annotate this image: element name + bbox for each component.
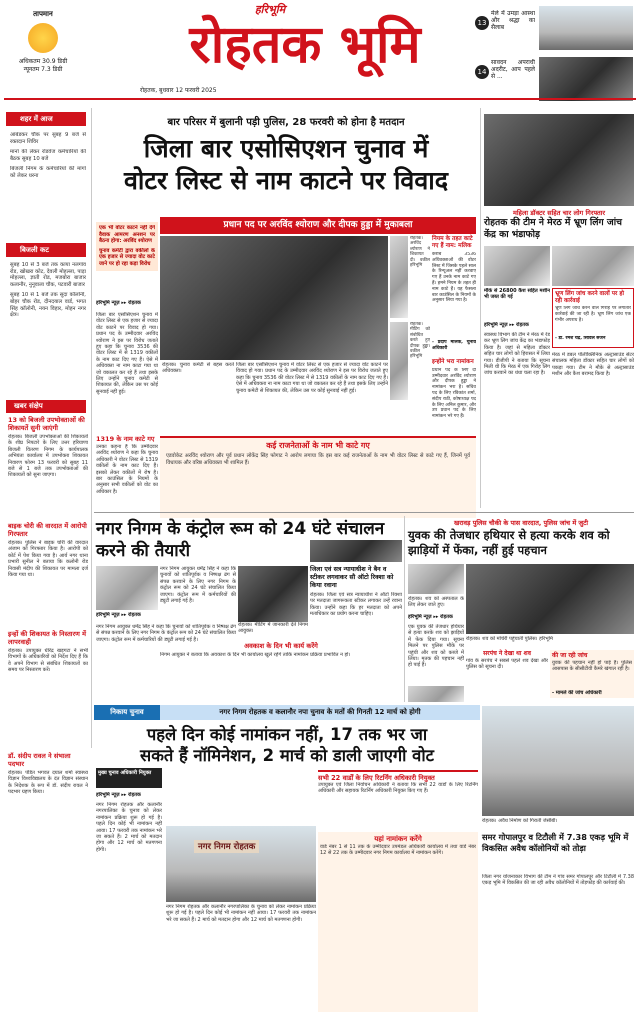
nomination-venue-box [318, 832, 478, 1012]
photo-caption: रोहतक। मीटिंग में जानकारी देते निगम आयुक्त। [238, 622, 308, 635]
demolition-body: जिला नगर योजनाकार विभाग की टीम ने गांव समर गोपालपुर और टिटौली में 7.38 एकड़ भूमि में विकसित की जा रही अवैध कॉलोनियों में तोड़फोड़ की कार्रवाई की। [482, 874, 634, 887]
nigam-building-photo [166, 826, 316, 902]
candidate-caption: रोहतक। मीटिंग को संबोधित करते हुए दीपक हुड्डा। वकील हरिभूमि [410, 322, 430, 360]
election-headline-line1: पहले दिन कोई नामांकन नहीं, 17 तक भर जा [146, 725, 428, 744]
demolition-photo [482, 706, 634, 816]
lead-headline-line2: वोटर लिस्ट से नाम काटने पर विवाद [124, 166, 448, 195]
list-item: बिजली निगम के कर्मचारियों की मांगों को लेकर धरना [10, 166, 86, 179]
promo-photo [539, 6, 633, 50]
column-divider [404, 516, 405, 702]
temp-max: अधिकतम 30.9 डिग्री [18, 58, 68, 65]
box-title: सभी 22 वार्डों के लिए रिटर्निंग अधिकारी नियुक्त [318, 774, 435, 782]
raid-kicker: महिला डॉक्टर सहित चार लोग गिरफ्तार [512, 209, 606, 217]
sun-icon [28, 23, 58, 53]
dateline: रोहतक, बुधवार 12 फरवरी 2025 [140, 87, 217, 94]
box-body: भ्रूण लिंग जांच करने वाले गिरोह पर लगातार कार्रवाई की जा रही है। भ्रूण लिंग जांच एक गंभीर अपराध है। [555, 306, 631, 323]
demolition-headline: समर गोपालपुर व टिटौली में 7.38 एकड़ भूमि में विकसित अवैध कॉलोनियों को तोड़ा [482, 832, 629, 853]
raid-photo-small [552, 246, 634, 286]
chief-officer-badge [96, 768, 162, 788]
crime-kicker: खरावड़ पुलिस चौकी के पास वारदात, पुलिस जांच में जुटी [454, 519, 588, 527]
column-divider [91, 108, 92, 748]
side-story-title: जिला एवं सत्र न्यायाधीश ने बैन व स्टीकर लगवाकर सौ ऑटो रिक्शा को किया रवाना [310, 566, 394, 589]
counting-band: नगर निगम रोहतक व कलानौर नपा चुनाव के मतों की गिनती 12 मार्च को होगी [160, 705, 480, 720]
brief-headline: इन्हों की शिकायत के निस्तारण में लापरवाही [8, 630, 86, 646]
candidate-caption: रोहतक। अरविंद श्योराण ने शिकायत दी। वकील हरिभूमि [410, 236, 430, 269]
brief-body: रोहतक। उपायुक्त धीरेंद्र खड़गटा ने सभी विभागों के अधिकारियों को निर्देश दिए हैं कि वे अपने विभाग से संबंधित शिकायतों का समय पर निस्तारण करें। [8, 648, 88, 674]
side-story-body: निगम आयुक्त ने बताया कि अवकाश के दिन भी कार्यालय खुले रहेंगे ताकि नामांकन प्रक्रिया प्रभावित न हो। [160, 652, 351, 658]
control-room-body: नगर निगम आयुक्त धर्मेंद्र सिंह ने कहा कि चुनावों को शांतिपूर्वक व निष्पक्ष ढंग से संपन्न करवाने के लिए नगर निगम के कंट्रोल रूम को 24 घंटे संचालित किया जाएगा। कंट्रोल रूम में कर्मचारियों की ड्यूटी लगाई गई है। [160, 566, 236, 605]
box-body: प्रधान पद के लिए दो उम्मीदवार अरविंद श्योराण और दीपक हुड्डा ने नामांकन भरा है। सचिव पद के लिए रविकांत शर्मा, संदीप राठी, कोषाध्यक्ष पद के लिए अनिल कुमार, और उप प्रधान पद के लिए नामांकन भरे गए हैं। [432, 367, 476, 420]
crime-photo-small [408, 564, 464, 594]
crime-body: एक युवक की तेजधार हथियार से हत्या करके शव को झाड़ियों में फेंक दिया गया। सूचना मिलने पर पुलिस मौके पर पहुंची और शव को कब्जे में लिया। मृतक की पहचान नहीं हो पाई है। [408, 624, 464, 669]
raid-photo [484, 114, 634, 206]
raid-photo-small [484, 246, 550, 286]
byline: हरिभूमि न्यूज़ ▸▸ रोहतक [96, 300, 141, 306]
side-story-body: रोहतक। जिला एवं सत्र न्यायाधीश ने ऑटो रिक्शा पर मतदाता जागरूकता स्टीकर लगाकर उन्हें रवाना किया। उन्होंने कहा कि हर मतदाता को अपने मताधिकार का प्रयोग करना चाहिए। [310, 592, 402, 618]
box-title: इन्होंने भरा नामांकन [432, 358, 474, 365]
building-sign: नगर निगम रोहतक [194, 840, 259, 853]
temperature-label: तापमान [33, 10, 53, 18]
box-body: गांव के सरपंच ने सबसे पहले शव देखा और पुलिस को सूचना दी। [466, 658, 548, 671]
lead-subheading: 1319 के नाम काटे गए [96, 435, 155, 443]
photo-caption: रोहतक। अवैध निर्माण को गिराती जेसीबी। [482, 818, 558, 824]
highlight-item: एक भी वोटर काटने नहीं देंगे वैवाक आमरण अनशन पर बैठना होगा: अरविंद श्योराण [99, 225, 155, 245]
raid-caption: मौके से 26800 कैश सहित मशीन भी जब्त की गई [484, 288, 550, 301]
byline: हरिभूमि न्यूज़ ▸▸ रोहतक [408, 614, 453, 620]
masthead-title: रोहतक भूमि [189, 15, 421, 75]
photo-caption: रोहतक। चुनाव कमेटी से बहस करते अधिवक्ता। [162, 362, 234, 375]
promo-text: मेले में उमड़ा आस्था और श्रद्धा का सैलाब [491, 10, 535, 31]
election-officer-box [432, 236, 476, 434]
box-body: उपायुक्त एवं जिला निर्वाचन अधिकारी ने बताया कि सभी 22 वार्डों के लिए रिटर्निंग अधिकारी और सहायक रिटर्निंग अधिकारी नियुक्त किए गए हैं। [318, 782, 478, 795]
box-title: यहां नामांकन करेंगे [374, 835, 422, 843]
promo-page-number: 14 [475, 65, 489, 79]
promo-page-number: 13 [475, 16, 489, 30]
brief-body: रोहतक। बिजली उपभोक्ताओं की शिकायतों के शीघ्र निपटारे के लिए उत्तर हरियाणा बिजली वितरण निगम के कार्यपालक अभियंता कार्यालय में उपभोक्ता शिकायत निवारण फोरम 13 फरवरी को सुबह 11 बजे से 1 बजे तक उपभोक्ताओं की शिकायतों को सुना जाएगा। [8, 434, 88, 479]
election-label: निकाय चुनाव [94, 705, 160, 720]
byline: हरिभूमि न्यूज़ ▸▸ रोहतक [96, 792, 141, 798]
today-section-title [6, 112, 86, 126]
note-title: कई राजनेताओं के नाम भी काटे गए [266, 441, 370, 450]
holiday-story [160, 642, 402, 704]
promo-2[interactable] [475, 55, 635, 103]
lead-body: जिला बार एसोसिएशन चुनाव में वोटर लिस्ट से एक हजार से ज्यादा वोट काटने पर विवाद हो गया। प्रधान पद के उम्मीदवार अरविंद श्योराण ने इस पर विरोध जताते हुए कहा कि चुनाव 3536 की वोटर लिस्ट में से 1319 वकीलों के नाम काट दिए गए हैं। ऐसे में अधिवक्ता ना नाम काटा गया था जो वकालत कर रहे हैं तथा इसके लिए उन्होंने चुनाव कमेटी से शिकायत की, लेकिन उस पर कोई सुनवाई नहीं हुई। [96, 312, 158, 395]
box-title: की जा रही जांच [552, 652, 588, 659]
candidate-photo [390, 236, 408, 318]
control-room-headline: नगर निगम के कंट्रोल रूम को 24 घंटे संचालन करने की तैयारी [96, 519, 385, 561]
photo-caption: रोहतक। शव को अस्पताल के लिए लेकर जाते हुए। [408, 596, 464, 609]
brief-headline: 13 को बिजली उपभोक्ताओं की शिकायतें सुनी जाएंगी [8, 416, 85, 432]
brief-body: रोहतक। पंडित भगवत दयाल शर्मा स्वास्थ्य विज्ञान विश्वविद्यालय के दंत विज्ञान संस्थान के निदेशक के रूप में डॉ. संदीप रावल ने पदभार ग्रहण किया। [8, 770, 88, 796]
power-cut-list [10, 262, 86, 319]
lead-headline-line1: जिला बार एसोसिएशन चुनाव में [143, 134, 429, 163]
control-room-body-continued: नगर निगम आयुक्त धर्मेंद्र सिंह ने कहा कि चुनावों को शांतिपूर्वक व निष्पक्ष ढंग से संपन्न करवाने के लिए नगर निगम के कंट्रोल रूम को 24 घंटे संचालित किया जाएगा। कंट्रोल रूम में कर्मचारियों की ड्यूटी लगाई गई है। [96, 624, 236, 643]
election-body-continued: नगर निगम रोहतक और कलानौर नगरपालिका के चुनाव को लेकर नामांकन प्रक्रिया शुरू हो गई है। पहले दिन कोई भी नामांकन नहीं आया। 17 फरवरी तक नामांकन भरे जा सकते हैं। 2 मार्च को मतदान होगा और 12 मार्च को मतगणना होगी। [166, 904, 316, 923]
temp-min: न्यूनतम 7.3 डिग्री [23, 66, 63, 73]
candidate-photo [390, 322, 408, 400]
box-signature: - मामले की जांच अधिकारी [552, 690, 602, 696]
news-brief-column [8, 416, 88, 860]
brief-headline: बाइक चोरी की वारदात में आरोपी गिरफ्तार [8, 522, 87, 538]
auto-rickshaw-photo [310, 540, 402, 562]
brief-headline: डॉ. संदीप रावल ने संभाला पदभार [8, 752, 71, 768]
byline: हरिभूमि न्यूज़ ▸▸ रोहतक [484, 322, 529, 328]
lead-photo [160, 236, 388, 360]
box-title: भ्रूण लिंग जांच करने वालों पर हो रही कार्रवाई [555, 291, 624, 304]
election-body: नगर निगम रोहतक और कलानौर नगरपालिका के चुनाव को लेकर नामांकन प्रक्रिया शुरू हो गई है। पहले दिन कोई भी नामांकन नहीं आया। 17 फरवरी तक नामांकन भरे जा सकते हैं। 2 मार्च को मतदान होगा और 12 मार्च को मतगणना होगी। [96, 802, 162, 853]
photo-caption: रोहतक। शव को मोर्चरी पहुंचाती पुलिस। हरिभूमि [466, 636, 553, 642]
promo-1[interactable] [475, 4, 635, 52]
lead-body-continued: जिला बार एसोसिएशन चुनाव में वोटर लिस्ट से एक हजार से ज्यादा वोट काटने पर विवाद हो गया। प्रधान पद के उम्मीदवार अरविंद श्योराण ने इस पर विरोध जताते हुए कहा कि चुनाव 3536 की वोटर लिस्ट में से 1319 वकीलों के नाम काट दिए गए हैं। ऐसे में अधिवक्ता ना नाम काटा गया था जो वकालत कर रहे हैं तथा इसके लिए उन्होंने चुनाव कमेटी से शिकायत की, लेकिन उस पर कोई सुनवाई नहीं हुई। [236, 362, 388, 394]
today-list [10, 132, 86, 180]
promo-photo [539, 57, 633, 101]
box-signature: - प्रदीप मलिक, चुनाव अधिकारी [432, 340, 476, 352]
section-divider [94, 512, 634, 513]
weather-box [8, 4, 78, 89]
list-item: आंबेडकर चौक पर सुबह 9 बजे से रक्तदान शिविर [10, 132, 86, 145]
crime-photo-small [408, 686, 464, 702]
nigam-meeting-photo [238, 566, 308, 622]
list-item: मानों की लेकर रोडवेज कर्मचारियों की बैठक सुबह 10 बजे [10, 149, 86, 162]
investigation-box [550, 650, 634, 698]
section-title-text: शहर में आज [20, 115, 53, 123]
raid-headline: रोहतक की टीम ने मेरठ में भ्रूण लिंग जांच केंद्र का भंडाफोड़ [484, 217, 622, 240]
side-story-title: अवकाश के दिन भी कार्य करेंगे [244, 642, 318, 650]
badge-text: मुख्य चुनाव अधिकारी नियुक्त [98, 770, 152, 776]
crime-headline: युवक की तेजधार हथियार से हत्या करके शव को झाड़ियों में फेंका, नहीं हुई पहचान [408, 528, 610, 557]
highlight-item: चुनाव कमेटी द्वारा वकीलों के एक हजार से ज्यादा वोट काटे जाने पर हो रहा कड़ा विरोध [99, 247, 155, 267]
note-body: एडवोकेट अरविंद श्योराण और पूर्व प्रधान लोकेंद्र सिंह फोगाट ने आरोप लगाया कि इस बार कई राजनेताओं के नाम भी वोटर लिस्ट से काटे गए हैं, जिनमें पूर्व विधायक और वरिष्ठ अधिवक्ता भी शामिल हैं। [166, 453, 470, 466]
nigam-photo-small [96, 566, 158, 610]
section-title-text: बिजली कट [20, 246, 49, 254]
byline: हरिभूमि न्यूज़ ▸▸ रोहतक [96, 612, 141, 618]
politicians-note [160, 436, 476, 518]
list-item: सुबह 10 से 3 बजे तक काया नलगांव रोड, खोखरा कोट, देवली मोहल्ला, पाड़ा मोहल्ला, ज्ञाती रोड, मजबोरा बाजार कलानौर, नुनूवाला चौक, पटवारी बाजार [10, 262, 86, 288]
brand-logo: हरिभूमि [254, 3, 286, 16]
raid-body: स्वास्थ्य विभाग की टीम ने मेरठ में रेड कर भ्रूण लिंग जांच केंद्र का भंडाफोड़ किया है। जहां से महिला डॉक्टर सहित चार लोगों को हिरासत में लिया गया। डीजीपी ने बताया कि सूचना मिली थी कि मेरठ में एक गिरोह लिंग जांच करवाने का धंधा चला रहा है। [484, 332, 550, 377]
lead-body-2: उनका कहना है कि उम्मीदवार अरविंद श्योराण ने कहा कि चुनाव अधिकारी ने वोटर लिस्ट से 1319 वकीलों के नाम काट दिए हैं। इसको लेकर वकीलों में रोष है। बार काउंसिल के नियमों के अनुसार सभी वकीलों को वोट का अधिकार है। [96, 444, 158, 495]
box-body: करीब 3536 अधिवक्ताओं की वोटर लिस्ट में जिसके पहले साल के रिन्यूअल नहीं करवाए गए हैं उनके नाम काटे गए हैं। हमने नियम के तहत ही नाम काटे हैं। यह फैसला बार काउंसिल के नियमों के अनुसार लिया गया है। [432, 252, 476, 304]
lead-highlights [96, 222, 158, 271]
box-title: नियम के तहत काटे गए हैं नाम: मलिक [432, 236, 473, 249]
returning-officers-box [318, 770, 478, 830]
box-title: सरपंच ने देखा था शव [483, 650, 531, 657]
lead-subhead-band: प्रधान पद पर अरविंद श्योराण और दीपक हुड्डा में मुकाबला [160, 217, 476, 234]
promo-text: सावदन अपराधी अदरीट, आप पहले से ... [491, 59, 535, 80]
crime-photo [466, 564, 634, 634]
box-body: वार्ड नंबर 1 से 11 तक के उम्मीदवार उपमंडल अधिकारी कार्यालय में तथा वार्ड नंबर 12 से 22 तक के उम्मीदवार नगर निगम कार्यालय में नामांकन करेंगे। [320, 844, 476, 857]
brief-body: रोहतक। पुलिस ने बाइक चोरी की वारदात अंजाम को गिरफ्तार किया है। आरोपी को कोर्ट में पेश किया गया है। आर्य नगर थाना प्रभारी सुनील ने बताया कि कलोनी रोड निवासी मंदीप की शिकायत पर मामला दर्ज किया गया था। [8, 540, 88, 579]
power-cut-title [6, 243, 86, 257]
election-headline-line2: सकते हैं नॉमिनेशन, 2 मार्च को डाली जाएगी वोट [140, 746, 434, 765]
sex-determination-box [552, 288, 634, 348]
box-body: युवक की पहचान नहीं हो पाई है। पुलिस आसपास के सीसीटीवी कैमरे खंगाल रही है। [552, 660, 632, 673]
news-brief-label: खबर संक्षेप [6, 400, 86, 413]
raid-body-continued: मेरठ में डबल पॉलीक्लिनिक अल्ट्रासाउंड सेंटर संचालक महिला डॉक्टर सहित चार लोगों को पकड़ा गया। टीम ने मौके से अल्ट्रासाउंड मशीन और कैश बरामद किया है। [552, 352, 634, 378]
list-item: सुबह 10 से 1 बजे तक सुदा कॉलोनी, बोहर चौक रोड, दीनदयाल वार्ड, भगत सिंह कॉलोनी, नयन विहार, मोहन नगर क्षेत्र। [10, 292, 86, 319]
lead-kicker: बार परिसर में बुलानी पड़ी पुलिस, 28 फरवरी को होना है मतदान [167, 117, 405, 128]
box-signature: - डॉ. रमेश चंद्र, सिविल सर्जन [555, 336, 606, 341]
sarpanch-box [466, 650, 548, 698]
masthead-divider [4, 98, 636, 100]
column-divider [480, 108, 481, 508]
auto-rickshaw-story [310, 566, 402, 642]
